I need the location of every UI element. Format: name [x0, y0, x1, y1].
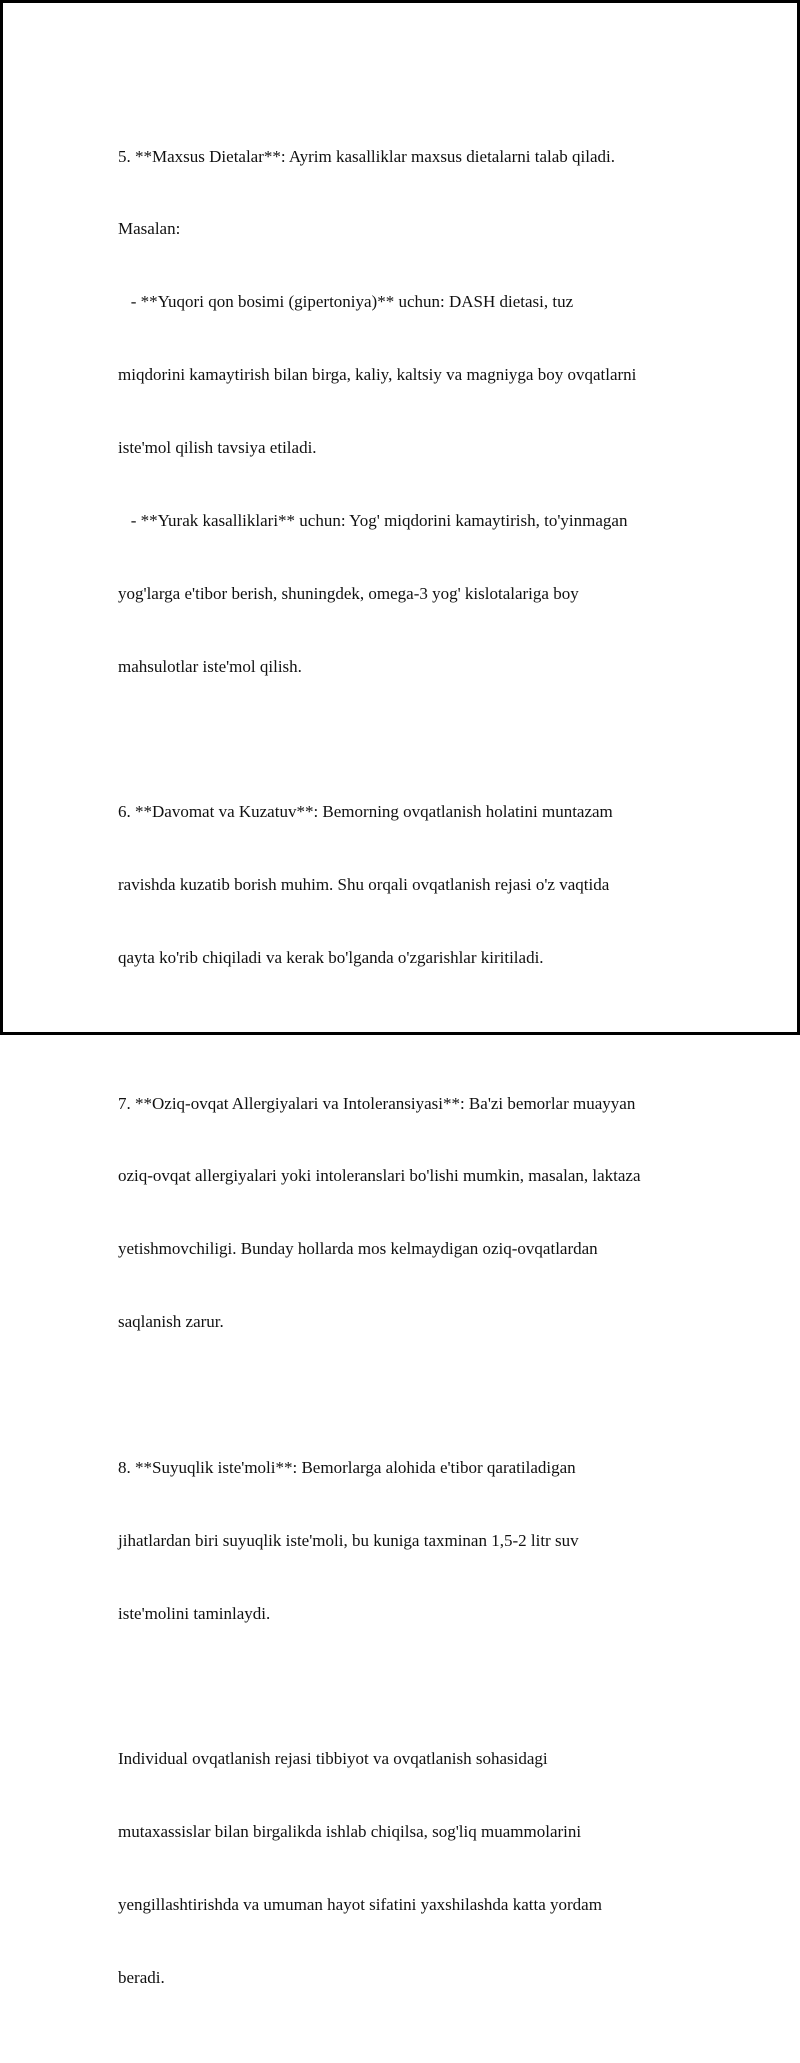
text-line: jihatlardan biri suyuqlik iste'moli, bu kuniga taxminan 1,5-2 litr suv — [118, 1530, 579, 1550]
paragraph-special-diets — [118, 96, 718, 728]
text-line: Individual ovqatlanish rejasi tibbiyot va ovqatlanish sohasidagi — [118, 1749, 548, 1768]
paragraph-allergies — [118, 1043, 718, 1383]
document-body — [118, 96, 718, 2063]
text-line: mutaxassislar bilan birgalikda ishlab chiqilsa, sog'liq muammolarini — [118, 1821, 582, 1841]
text-line: miqdorini kamaytirish bilan birga, kaliy, kaltsiy va magniyga boy ovqatlarni — [118, 365, 637, 385]
paragraph-conclusion — [118, 1698, 718, 2038]
text-line: oziq-ovqat allergiyalari yoki intoleranslari bo'lishi mumkin, masalan, laktaza — [118, 1166, 641, 1186]
text-line: - **Yurak kasalliklari** uchun: Yog' miqdorini kamaytirish, to'yinmagan — [118, 511, 628, 531]
paragraph-fluid-intake — [118, 1407, 718, 1674]
text-line: ravishda kuzatib borish muhim. Shu orqali ovqatlanish rejasi o'z vaqtida — [118, 875, 610, 895]
text-line: qayta ko'rib chiqiladi va kerak bo'lganda o'zgarishlar kiritiladi. — [118, 948, 544, 968]
text-line: 5. **Maxsus Dietalar**: Ayrim kasalliklar maxsus dietalarni talab qiladi. — [118, 146, 615, 166]
text-line: yog'larga e'tibor berish, shuningdek, omega-3 yog' kislotalariga boy — [118, 583, 579, 603]
text-line: mahsulotlar iste'mol qilish. — [118, 656, 302, 676]
text-line: 7. **Oziq-ovqat Allergiyalari va Intoleransiyasi**: Ba'zi bemorlar muayyan — [118, 1093, 636, 1113]
text-line: iste'molini taminlaydi. — [118, 1603, 271, 1623]
text-line: iste'mol qilish tavsiya etiladi. — [118, 438, 317, 458]
text-line: beradi. — [118, 1967, 165, 1987]
text-line: saqlanish zarur. — [118, 1312, 224, 1332]
text-line: yengillashtirishda va umuman hayot sifatini yaxshilashda katta yordam — [118, 1894, 602, 1914]
text-line: 8. **Suyuqlik iste'moli**: Bemorlarga alohida e'tibor qaratiladigan — [118, 1457, 576, 1477]
text-line: Masalan: — [118, 219, 181, 239]
text-line: yetishmovchiligi. Bunday hollarda mos kelmaydigan oziq-ovqatlardan — [118, 1239, 598, 1259]
text-line: 6. **Davomat va Kuzatuv**: Bemorning ovqatlanish holatini muntazam — [118, 802, 613, 822]
paragraph-monitoring — [118, 752, 718, 1019]
text-line: - **Yuqori qon bosimi (gipertoniya)** uchun: DASH dietasi, tuz — [118, 292, 574, 312]
